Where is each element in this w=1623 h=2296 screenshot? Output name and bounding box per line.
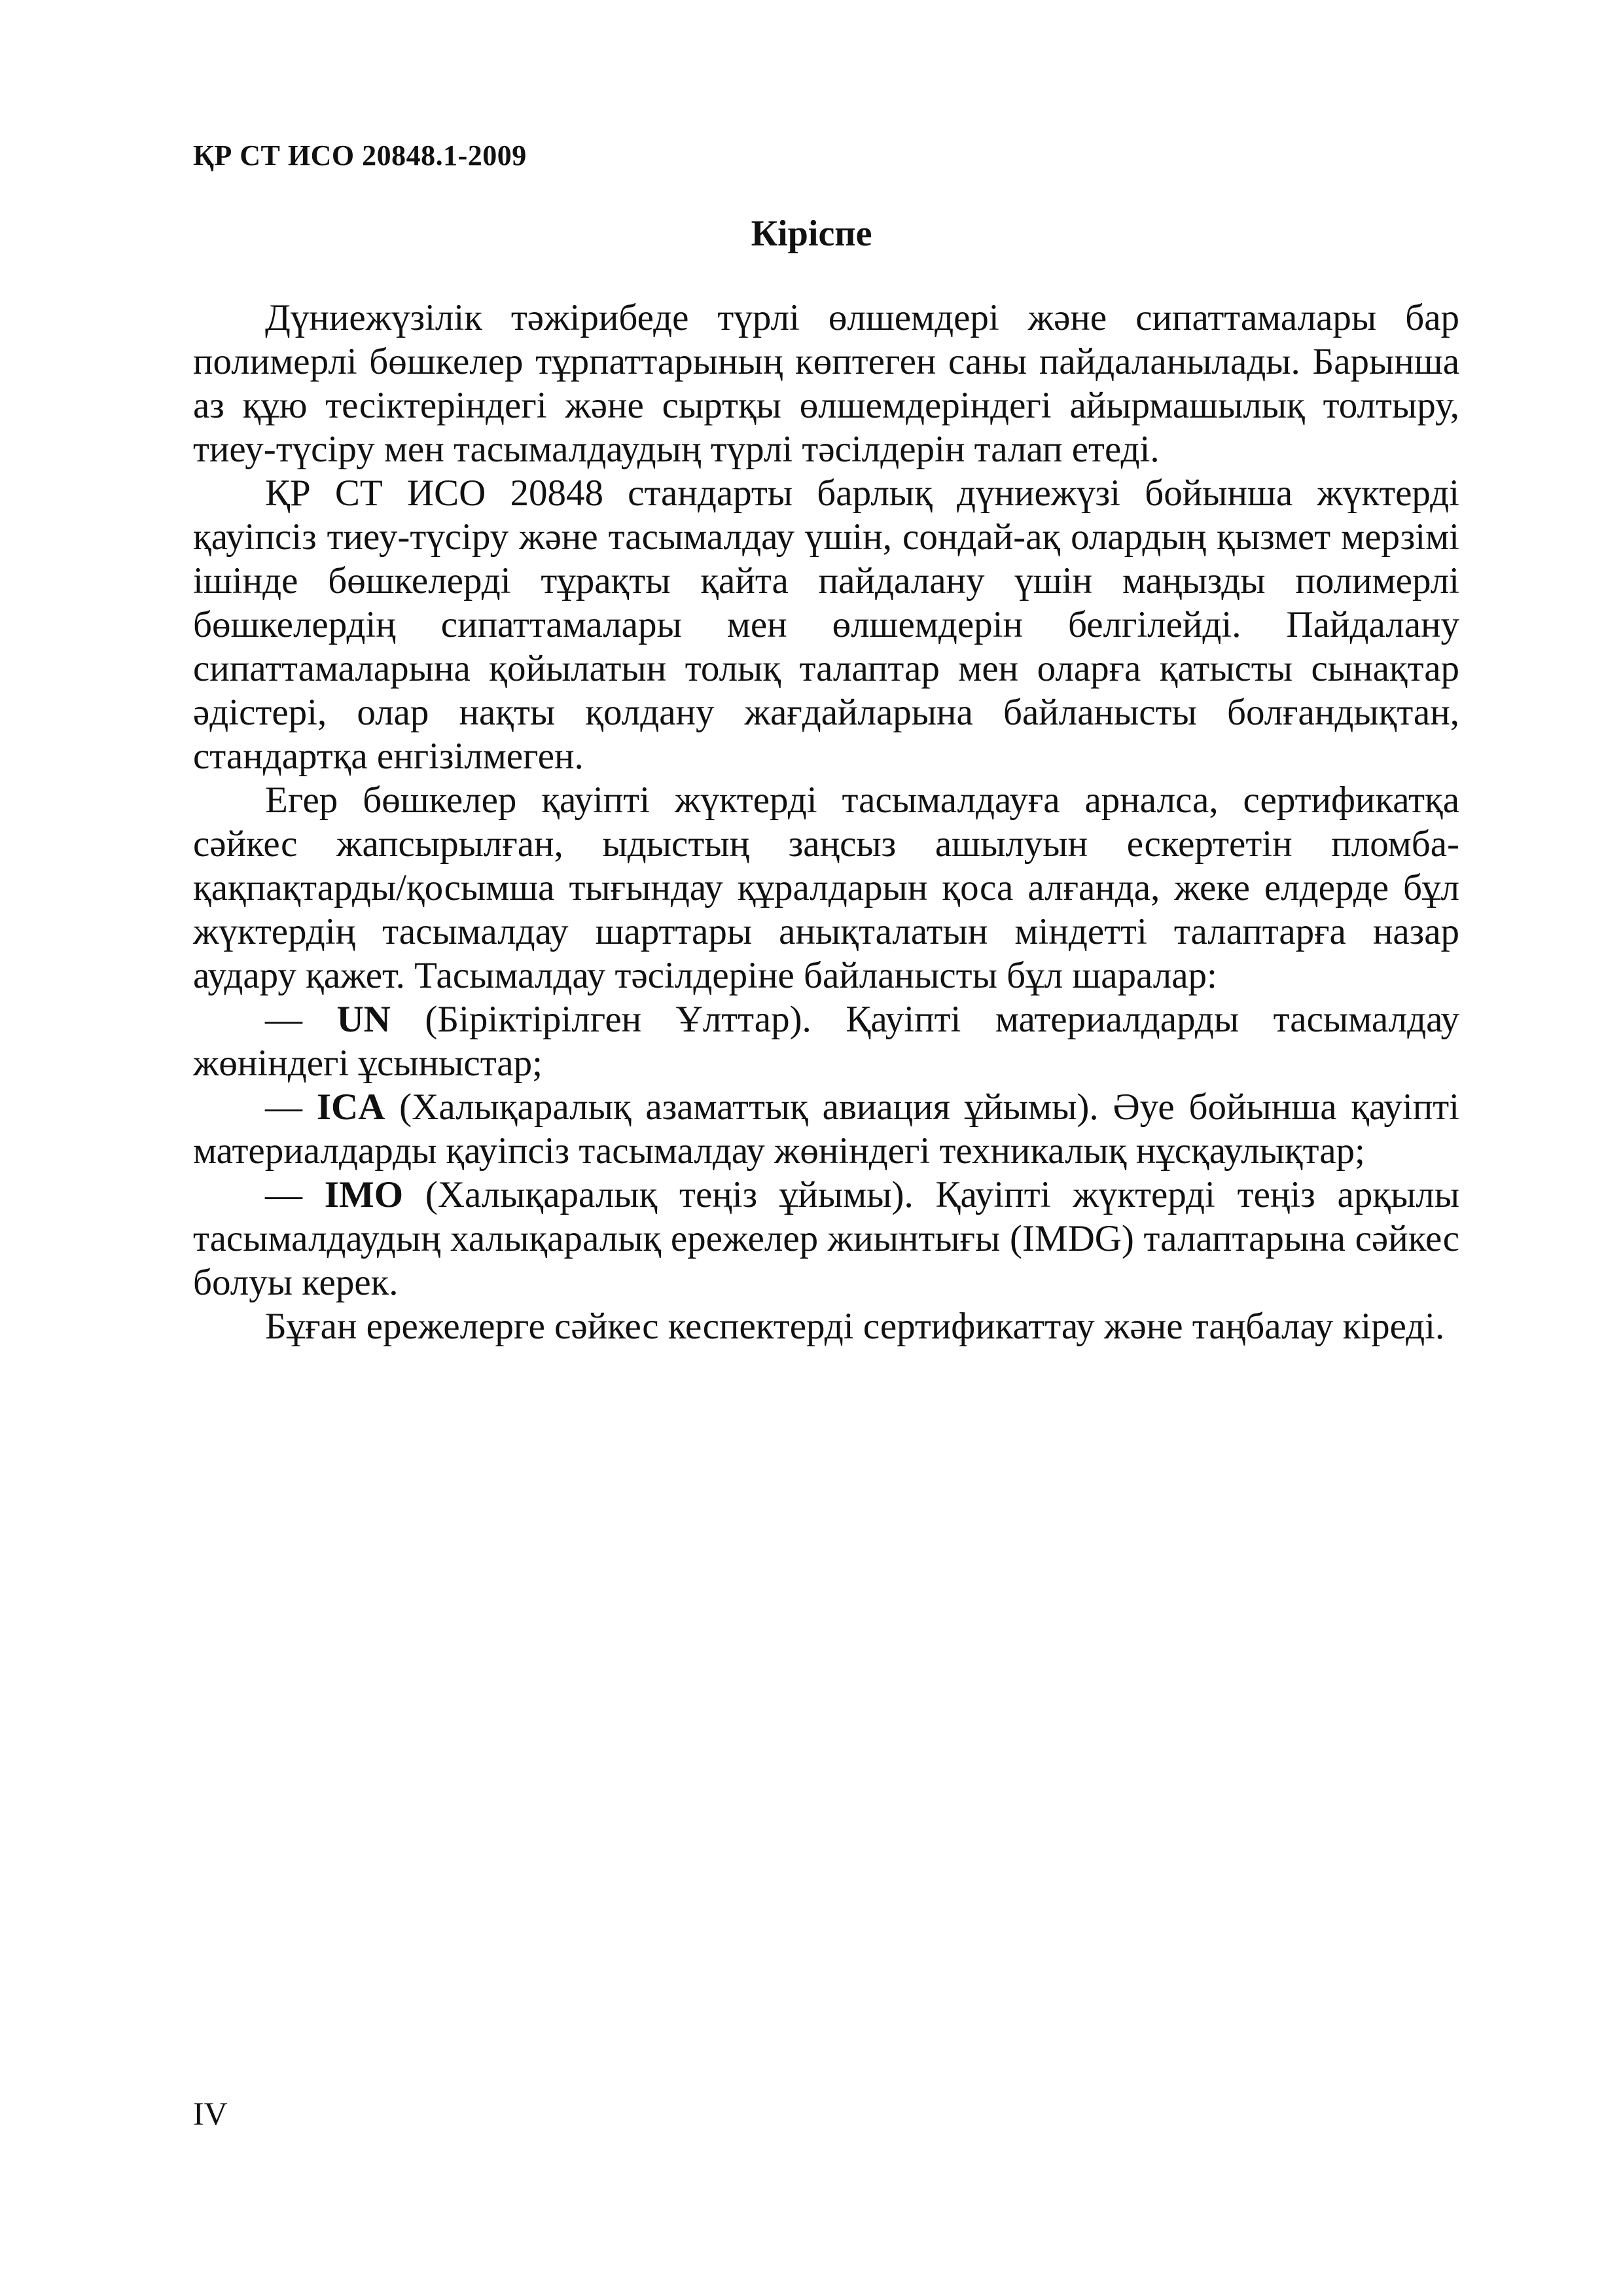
paragraph: Егер бөшкелер қауіпті жүктерді тасымалдауға арналса, сертификатқа сәйкес жапсырылған, ыдыстың заңсыз ашылуын ескертетін пломба-қақпақтарды/қосымша тығындау құралдарын қоса алғанда, жеке елдерде бұл жүктердің тасымалдау шарттары анықталатын міндетті талаптарға назар аудару қажет. Тасымалдау тәсілдеріне байланысты бұл шаралар: [193,780,1459,996]
document-code: ҚР СТ ИСО 20848.1-2009 [193,139,527,171]
closing-paragraph: Бұған ережелерге сәйкес кеспектерді сертификаттау және таңбалау кіреді. [265,1306,1445,1347]
paragraph: Дүниежүзілік тәжірибеде түрлі өлшемдері және сипаттамалары бар полимерлі бөшкелер тұрпаттарының көптеген саны пайдаланылады. Барынша аз құю тесіктеріндегі және сыртқы өлшемдеріндегі айырмашылық толтыру, тиеу-түсіру мен тасымалдаудың түрлі тәсілдерін талап етеді. [193,297,1459,470]
list-dash: — [265,1086,302,1128]
list-abbreviation: UN [336,999,391,1040]
page-number: IV [193,2095,228,2132]
list-dash: — [265,999,302,1040]
paragraph: ҚР СТ ИСО 20848 стандарты барлық дүниежүзі бойынша жүктерді қауіпсіз тиеу-түсіру және тасымалдау үшін, сондай-ақ олардың қызмет мерзімі ішінде бөшкелерді тұрақты қайта пайдалану үшін маңызды полимерлі бөшкелердің сипаттамалары мен өлшемдерін белгілейді. Пайдалану сипаттамаларына қойылатын толық талаптар мен оларға қатысты сынақтар әдістері, олар нақты қолдану жағдайларына байланысты болғандықтан, стандартқа енгізілмеген. [193,473,1459,777]
list-item-imo [193,1173,1459,1304]
list-item-un [193,997,1459,1085]
list-abbreviation: ICA [316,1086,385,1128]
list-item-text: (Халықаралық теңіз ұйымы). Қауіпті жүктерді теңіз арқылы тасымалдаудың халықаралық ережелер жиынтығы (IMDG) талаптарына сәйкес болуы керек. [193,1174,1460,1303]
list-abbreviation: IMO [324,1174,404,1215]
list-item-ica [193,1085,1459,1173]
body-text [193,296,1459,1348]
section-title: Кіріспе [751,213,872,254]
list-item-text: (Біріктірілген Ұлттар). Қауіпті материалдарды тасымалдау жөніндегі ұсыныстар; [193,999,1459,1084]
list-dash: — [265,1174,302,1215]
list-item-text: (Халықаралық азаматтық авиация ұйымы). Әуе бойынша қауіпті материалдарды қауіпсіз тасымалдау жөніндегі техникалық нұсқаулықтар; [193,1086,1460,1172]
